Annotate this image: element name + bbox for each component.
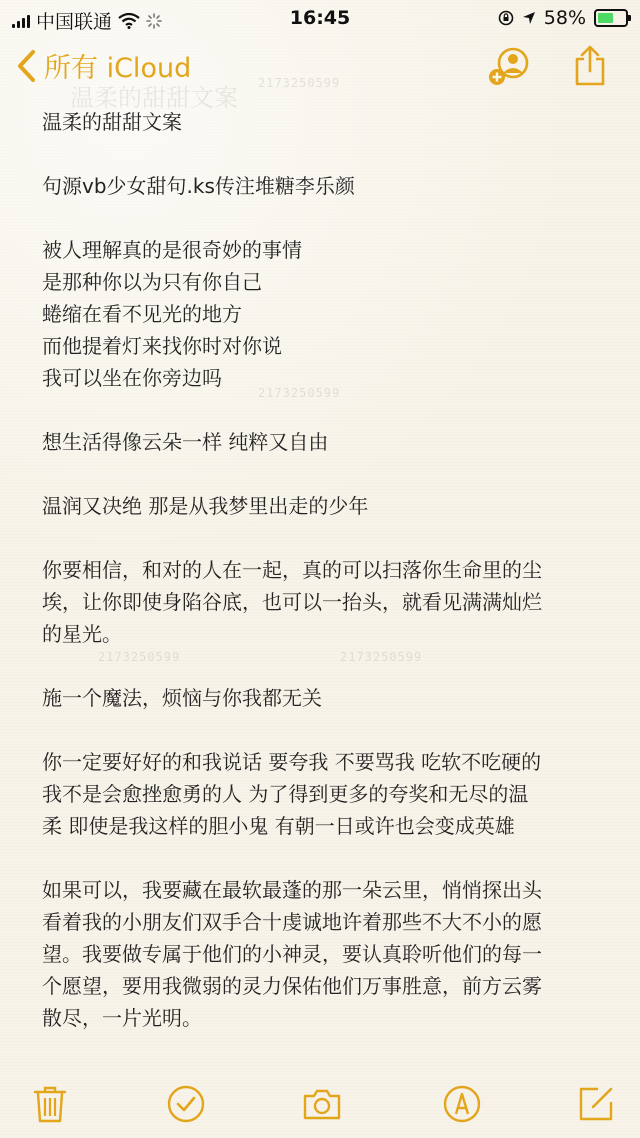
note-line: 你一定要好好的和我说话 要夸我 不要骂我 吃软不吃硬的 (42, 750, 542, 774)
bottom-toolbar (0, 1070, 640, 1138)
watermark-number: 2173250599 (258, 76, 341, 90)
watermark-number: 2173250599 (98, 650, 181, 664)
note-paragraph (42, 874, 602, 1034)
note-body[interactable] (42, 106, 602, 1066)
note-line: 我不是会愈挫愈勇的人 为了得到更多的夸奖和无尽的温 (42, 782, 529, 806)
note-paragraph (42, 554, 602, 650)
note-paragraph (42, 490, 602, 522)
note-line: 是那种你以为只有你自己 (42, 270, 262, 294)
chevron-left-icon (14, 48, 40, 84)
add-person-icon[interactable] (486, 44, 532, 88)
camera-icon[interactable] (302, 1084, 342, 1124)
note-paragraph (42, 234, 602, 394)
note-line: 你要相信，和对的人在一起，真的可以扫落你生命里的尘 (42, 558, 542, 582)
note-line: 被人理解真的是很奇妙的事情 (42, 238, 302, 262)
status-bar (0, 0, 640, 36)
note-line: 想生活得像云朵一样 纯粹又自由 (42, 430, 329, 454)
note-title (42, 106, 602, 138)
back-button[interactable] (14, 46, 191, 85)
note-line: 散尽，一片光明。 (42, 1006, 202, 1030)
note-paragraph (42, 426, 602, 458)
faded-note-title: 温柔的甜甜文案 (70, 84, 238, 112)
checkmark-circle-icon[interactable] (166, 1084, 206, 1124)
status-time: 16:45 (289, 7, 351, 29)
compose-icon[interactable] (576, 1084, 616, 1124)
battery-fill (598, 13, 613, 23)
watermark-number: 2173250599 (258, 386, 341, 400)
note-line: 蜷缩在看不见光的地方 (42, 302, 242, 326)
note-line: 的星光。 (42, 622, 122, 646)
back-button-label: 所有 iCloud (44, 53, 192, 84)
note-line: 望。我要做专属于他们的小神灵，要认真聆听他们的每一 (42, 942, 542, 966)
note-line: 看着我的小朋友们双手合十虔诚地许着那些不大不小的愿 (42, 910, 542, 934)
battery-percent: 58% (543, 7, 586, 29)
navigation-bar (0, 36, 640, 112)
trash-icon[interactable] (30, 1084, 70, 1124)
note-paragraph (42, 682, 602, 714)
note-line: 温润又决绝 那是从我梦里出走的少年 (42, 494, 369, 518)
location-arrow-icon (522, 11, 536, 25)
note-line: 我可以坐在你旁边吗 (42, 366, 222, 390)
carrier-name: 中国联通 (36, 11, 113, 33)
note-line: 个愿望，要用我微弱的灵力保佑他们万事胜意，前方云雾 (42, 974, 542, 998)
note-paragraph (42, 170, 602, 202)
note-line: 施一个魔法，烦恼与你我都无关 (42, 686, 322, 710)
battery-icon (594, 9, 628, 27)
share-icon[interactable] (572, 44, 608, 88)
note-line: 而他提着灯来找你时对你说 (42, 334, 282, 358)
orientation-lock-icon (498, 10, 514, 26)
note-paragraph (42, 746, 602, 842)
watermark-number: 2173250599 (340, 650, 423, 664)
note-line: 句源vb少女甜句.ks传注堆糖李乐颜 (42, 174, 355, 198)
note-line: 柔 即使是我这样的胆小鬼 有朝一日或许也会变成英雄 (42, 814, 515, 838)
note-line: 如果可以，我要藏在最软最蓬的那一朵云里，悄悄探出头 (42, 878, 542, 902)
note-line: 温柔的甜甜文案 (42, 110, 182, 134)
markup-pen-icon[interactable] (442, 1084, 482, 1124)
note-line: 埃，让你即使身陷谷底，也可以一抬头，就看见满满灿烂 (42, 590, 542, 614)
